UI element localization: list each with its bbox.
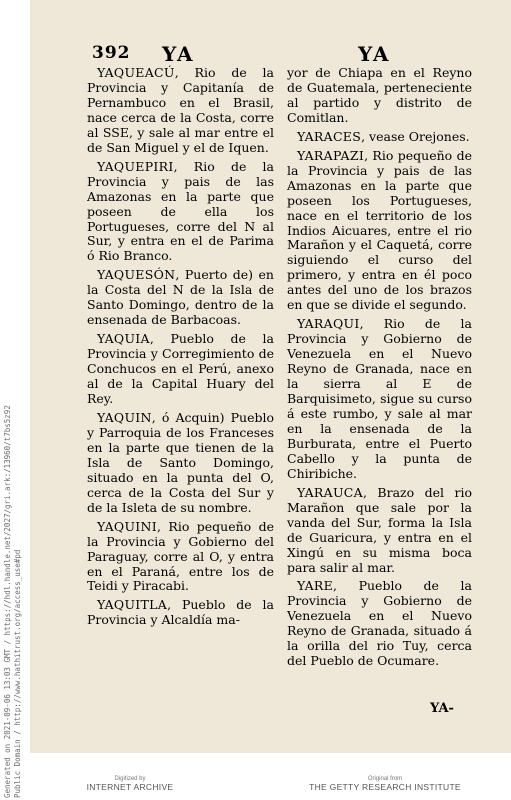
digitized-by-credit (70, 776, 190, 792)
entry-yaqueson: YAQUESÓN, Puerto de) en la Costa del N de la Isla de Santo Domingo, dentro de la ensenada de Barbacoas. (87, 267, 274, 328)
left-column (87, 66, 274, 632)
entry-yaraces: YARACES, vease Orejones. (297, 128, 470, 144)
catchword: YA- (430, 701, 454, 716)
watermark-line-generated: Generated on 2021-09-06 13:03 GMT / https://hdl.handle.net/2027/gri.ark:/13960/t7bs5z92 (3, 405, 12, 798)
page-number: 392 (92, 43, 131, 63)
internet-archive-label: INTERNET ARCHIVE (86, 782, 174, 792)
entry-yare: YARE, Pueblo de la Provincia y Gobierno de Venezuela en el Nuevo Reyno de Granada, situado á la orilla del rio Tuy, cerca del Pueblo de Ocumare. (287, 578, 472, 669)
running-head-right: YA (358, 42, 391, 66)
original-from-label: Original from (367, 776, 403, 782)
original-from-credit (300, 776, 470, 792)
entry-yaquia: YAQUIA, Pueblo de la Provincia y Corregimiento de Conchucos en el Perú, anexo al de la Capital Huary del Rey. (87, 331, 274, 407)
right-column (287, 66, 472, 673)
watermark-line-public-domain: Public Domain / http://www.hathitrust.org/access_use#pd (12, 549, 22, 798)
entry-yaquitla: YAQUITLA, Pueblo de la Provincia y Alcaldía ma- (87, 597, 274, 628)
running-head-left: YA (162, 42, 195, 66)
entry-yaquin: YAQUIN, ó Acquin) Pueblo y Parroquia de los Franceses en la parte que tienen de la Isla de Santo Domingo, situado en la punta del O, cerca de la Costa del Sur y de la Isleta de su nombre. (87, 409, 274, 515)
hathitrust-watermark (3, 405, 22, 798)
entry-yaqueacu: YAQUEACÚ, Rio de la Provincia y Capitanía de Pernambuco en el Brasil, nace cerca de la Costa, corre al SSE, y sale al mar entre el de San Miguel y el de Iquen. (87, 65, 274, 155)
digitized-by-label: Digitized by (114, 776, 146, 782)
entry-yaquitla-continued: yor de Chiapa en el Reyno de Guatemala, perteneciente al partido y distrito de Comitlan. (287, 65, 472, 125)
entry-yarauca: YARAUCA, Brazo del rio Marañon que sale por la vanda del Sur, forma la Isla de Guaricura, y entra en el Xingú en su misma boca para salir al mar. (287, 484, 472, 575)
getty-institute-label: THE GETTY RESEARCH INSTITUTE (309, 782, 461, 792)
entry-yaquini: YAQUINI, Rio pequeño de la Provincia y Gobierno del Paraguay, corre al O, y entra en el Paraná, entre los de Teidi y Piracabi. (87, 518, 274, 594)
scanned-page (30, 0, 511, 753)
entry-yaquepiri: YAQUEPIRI, Rio de la Provincia y pais de las Amazonas en la parte que poseen de ella los Portugueses, corre del N al Sur, y entra en el de Parima ó Rio Branco. (87, 158, 274, 264)
entry-yarapazi: YARAPAZI, Rio pequeño de la Provincia y pais de las Amazonas en la parte que poseen los Portugueses, nace en el territorio de los Indios Aicuares, entre el rio Marañon y el Caquetá, corre siguiendo el curso del primero, y entra en él poco antes del uno de los brazos en que se divide el segundo. (287, 147, 472, 313)
entry-yaraqui: YARAQUI, Rio de la Provincia y Gobierno de Venezuela en el Nuevo Reyno de Granada, nace en la sierra al E de Barquisimeto, sigue su curso á este rumbo, y sale al mar en la ensenada de la Burburata, entre el Puerto Cabello y la punta de Chiribiche. (287, 316, 472, 481)
